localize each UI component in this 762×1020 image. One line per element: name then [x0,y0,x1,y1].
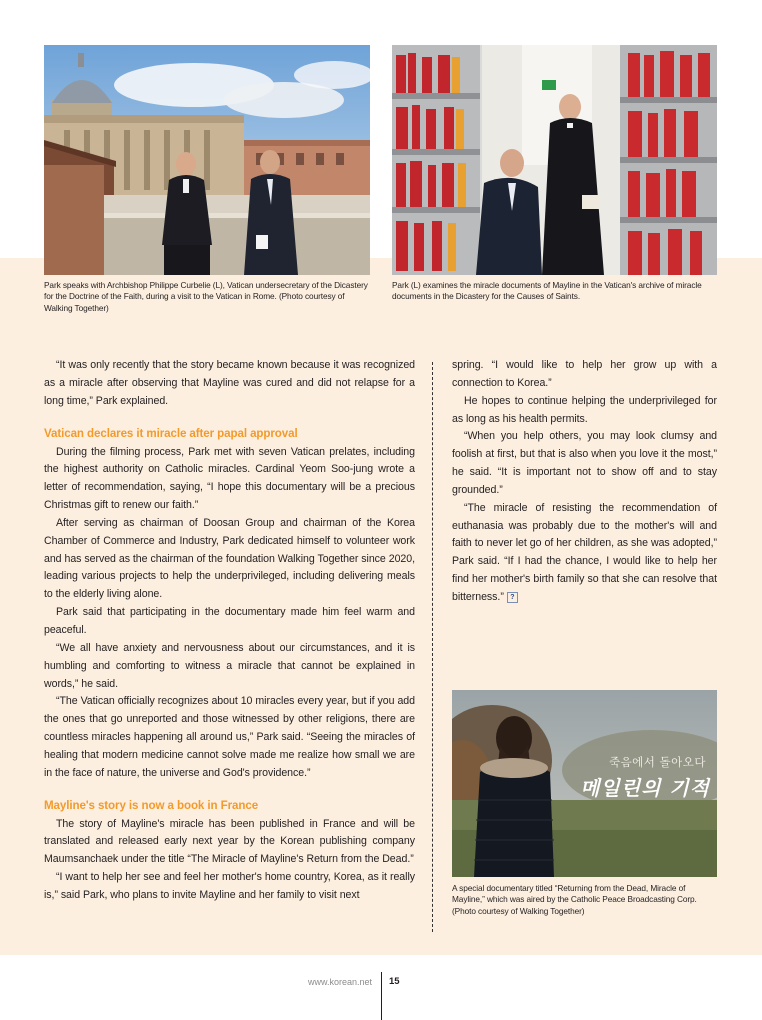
documentary-title-small: 죽음에서 돌아오다 [608,755,706,769]
article-left-column [44,357,415,905]
paragraph: spring. “I would like to help her grow up with a connection to Korea.” [452,359,717,389]
section-heading-book: Mayline's story is now a book in France [44,798,259,812]
photo-archive [392,45,717,275]
paragraph: “I want to help her see and feel her mother's home country, Korea, as it really is,” said Park, who plans to invite Mayline and her family to visit next [44,871,415,901]
paragraph: After serving as chairman of Doosan Group and chairman of the Korea Chamber of Commerce and Industry, Park dedicated himself to volunteer work and has served as the chairman of the foundation Walking Together since 2020, leading various projects to help the underprivileged, including delivering meals to the elderly living alone. [44,516,415,601]
paragraph: He hopes to continue helping the underprivileged for as long as his health permits. [452,394,717,425]
paragraph [452,500,717,607]
footer-url: www.korean.net [307,977,372,987]
paragraph: Park said that participating in the documentary made him feel warm and peaceful. [44,606,415,636]
caption-vatican-rooftop: Park speaks with Archbishop Philippe Curbelie (L), Vatican undersecretary of the Dicastery for the Doctrine of the Faith, during a visit to the Vatican in Rome. (Photo courtesy of Walking Together) [44,280,368,313]
photo-vatican-rooftop [44,45,370,275]
article-right-column [452,357,717,607]
footer-divider [381,972,382,1020]
paragraph: “When you help others, you may look clumsy and foolish at first, but that is also when you love it the most,” he said. “It is important not to show off and to stay grounded.” [452,430,717,496]
page-number: 15 [389,976,400,987]
section-heading-vatican: Vatican declares it miracle after papal approval [44,426,298,440]
column-divider [432,362,433,932]
paragraph-text: “The miracle of resisting the recommendation of euthanasia was probably due to the mother's will and faith to never let go of her children, as she was adopted,” Park said. “If I had the chance, I would like to help her find her mother's birth family so that she can resolve that bitterness.” [452,501,717,603]
paragraph: During the filming process, Park met with seven Vatican prelates, including the highest authority on Catholic miracles. Cardinal Yeom Soo-jung wrote a letter of recommendation, saying, “I hope this documentary will be a precious Christmas gift to renew our faith.” [44,445,415,512]
end-mark-icon: ? [507,592,518,603]
paragraph: The story of Mayline's miracle has been published in France and will be translated and released early next year by the Korean publishing company Maumsanchaek under the title “The Miracle of Mayline's Return from the Dead.” [44,817,415,866]
paragraph: “It was only recently that the story became known because it was recognized as a miracle after observing that Mayline was cured and did not relapse for a long time,” Park explained. [44,359,415,407]
paragraph: “We all have anxiety and nervousness about our circumstances, and it is humbling and comforting to witness a miracle that cannot be explained in words,” he said. [44,641,415,690]
caption-archive: Park (L) examines the miracle documents of Mayline in the Vatican's archive of miracle documents in the Dicastery for the Causes of Saints. [392,280,702,302]
caption-documentary: A special documentary titled “Returning from the Dead, Miracle of Mayline,” which was aired by the Catholic Peace Broadcasting Corp. (Photo courtesy of Walking Together) [452,883,697,916]
paragraph: “The Vatican officially recognizes about 10 miracles every year, but if you add the ones that go unreported and those witnessed by other religions, there are countless miracles happening all around us,” Park said. “Seeing the miracles of healing that modern medicine cannot solve made me realize how small we are in the face of nature, the universe and God's providence.” [44,695,415,779]
documentary-title-large: 메일린의 기적 [580,776,710,800]
photo-documentary [452,690,717,877]
